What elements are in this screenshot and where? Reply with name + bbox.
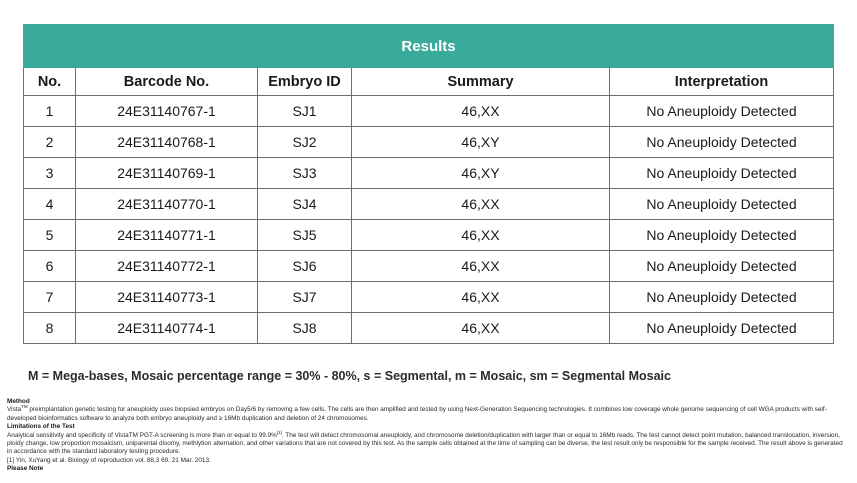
abbreviation-legend: M = Mega-bases, Mosaic percentage range = 30% - 80%, s = Segmental, m = Mosaic, sm = Segmental Mosaic: [28, 369, 671, 383]
cell-no: 1: [24, 96, 76, 127]
cell-summary: 46,XX: [352, 313, 610, 344]
report-notes: [7, 398, 845, 474]
reference-citation: [1] Yin, XuYang et al. Biology of reproduction vol. 88,3 69. 21 Mar. 2013.: [7, 456, 211, 464]
header-no: No.: [24, 68, 76, 96]
table-row: [24, 158, 834, 189]
results-title: Results: [24, 25, 834, 68]
table-row: [24, 282, 834, 313]
cell-barcode: 24E31140773-1: [76, 282, 258, 313]
header-barcode: Barcode No.: [76, 68, 258, 96]
table-row: [24, 251, 834, 282]
limitations-heading: Limitations of the Test: [7, 423, 75, 431]
table-row: [24, 127, 834, 158]
cell-embryo-id: SJ3: [258, 158, 352, 189]
cell-summary: 46,XX: [352, 282, 610, 313]
header-embryo-id: Embryo ID: [258, 68, 352, 96]
cell-no: 3: [24, 158, 76, 189]
reference-mark: [1]: [276, 429, 282, 435]
cell-summary: 46,XY: [352, 158, 610, 189]
cell-interpretation: No Aneuploidy Detected: [610, 127, 834, 158]
cell-interpretation: No Aneuploidy Detected: [610, 282, 834, 313]
table-row: [24, 313, 834, 344]
cell-embryo-id: SJ2: [258, 127, 352, 158]
cell-summary: 46,XX: [352, 220, 610, 251]
cell-interpretation: No Aneuploidy Detected: [610, 189, 834, 220]
method-text: [7, 406, 845, 423]
cell-interpretation: No Aneuploidy Detected: [610, 313, 834, 344]
table-header-row: [24, 68, 834, 96]
limitations-body-a: Analytical sensitivity and specificity of VistaTM PGT-A screening is more than or equal to 99.9%: [7, 431, 277, 439]
cell-interpretation: No Aneuploidy Detected: [610, 251, 834, 282]
cell-summary: 46,XX: [352, 96, 610, 127]
cell-no: 5: [24, 220, 76, 251]
cell-summary: 46,XY: [352, 127, 610, 158]
cell-barcode: 24E31140770-1: [76, 189, 258, 220]
page-bottom-edge: [0, 478, 857, 483]
header-interpretation: Interpretation: [610, 68, 834, 96]
cell-no: 2: [24, 127, 76, 158]
results-table: [23, 24, 834, 344]
cell-summary: 46,XX: [352, 189, 610, 220]
please-note-heading: Please Note: [7, 465, 44, 473]
cell-no: 8: [24, 313, 76, 344]
cell-embryo-id: SJ1: [258, 96, 352, 127]
cell-interpretation: No Aneuploidy Detected: [610, 96, 834, 127]
cell-embryo-id: SJ5: [258, 220, 352, 251]
header-summary: Summary: [352, 68, 610, 96]
method-body: preimplantation genetic testing for aneuploidy uses biopsied embryos on Day5/6 by removing a few cells. The cells are then amplified and tested by using Next-Generation Sequencing technologies. It combines low coverage whole genome sequencing of cell WGA products with self-developed bioinformatics software to analyze both embryo aneuploidy and ≥ 16Mb duplication and deletion of 24 chromosomes.: [7, 406, 827, 422]
method-brand: Vista: [7, 406, 22, 414]
table-row: [24, 96, 834, 127]
cell-barcode: 24E31140771-1: [76, 220, 258, 251]
method-heading: Method: [7, 398, 30, 405]
cell-embryo-id: SJ7: [258, 282, 352, 313]
limitations-body-b: . The test will detect chromosomal aneuploidy, and chromosome deletion/duplication with larger than or equal to 16Mb reads. The test cannot detect point mutation, balanced translocation, inversion, ploidy change, low proportion mosaicism, uniparental disomy, methlytion alternation, and other variations that are not covered by this test. As the sample cells obtained at the time of sampling can be diverse, the test result only be responsible for the sample received. The result above is generated in accordance with the standard laboratory testing procedure.: [7, 431, 843, 456]
cell-interpretation: No Aneuploidy Detected: [610, 220, 834, 251]
trademark-mark: TM: [21, 404, 28, 410]
limitations-text: [7, 429, 845, 457]
cell-barcode: 24E31140768-1: [76, 127, 258, 158]
table-row: [24, 189, 834, 220]
cell-interpretation: No Aneuploidy Detected: [610, 158, 834, 189]
cell-barcode: 24E31140767-1: [76, 96, 258, 127]
cell-embryo-id: SJ6: [258, 251, 352, 282]
cell-embryo-id: SJ4: [258, 189, 352, 220]
cell-no: 7: [24, 282, 76, 313]
cell-barcode: 24E31140774-1: [76, 313, 258, 344]
cell-embryo-id: SJ8: [258, 313, 352, 344]
cell-no: 4: [24, 189, 76, 220]
cell-barcode: 24E31140772-1: [76, 251, 258, 282]
cell-summary: 46,XX: [352, 251, 610, 282]
cell-no: 6: [24, 251, 76, 282]
results-title-row: [24, 25, 834, 68]
cell-barcode: 24E31140769-1: [76, 158, 258, 189]
table-row: [24, 220, 834, 251]
